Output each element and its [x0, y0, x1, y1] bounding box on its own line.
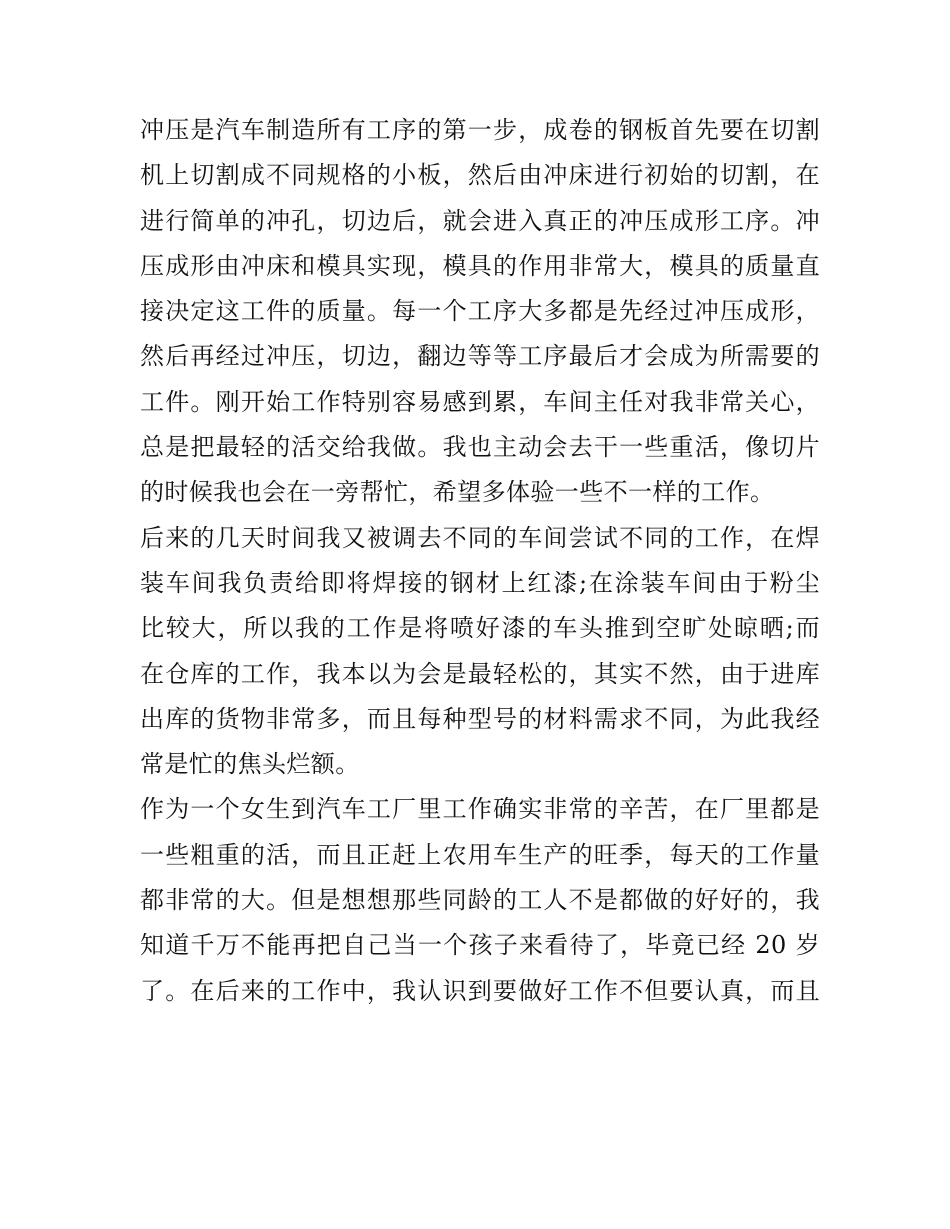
text-line: 然后再经过冲压，切边，翻边等等工序最后才会成为所需要的	[140, 342, 820, 371]
text-line: 总是把最轻的活交给我做。我也主动会去干一些重活，像切片	[140, 433, 820, 462]
text-line: 在仓库的工作，我本以为会是最轻松的，其实不然，由于进库	[140, 659, 820, 688]
text-line: 工件。刚开始工作特别容易感到累，车间主任对我非常关心，	[140, 387, 820, 416]
text-line: 知道千万不能再把自己当一个孩子来看待了，毕竟已经 20 岁	[140, 931, 820, 960]
text-line: 冲压是汽车制造所有工序的第一步，成卷的钢板首先要在切割	[140, 116, 820, 144]
text-line: 机上切割成不同规格的小板，然后由冲床进行初始的切割，在	[140, 161, 820, 190]
text-line: 都非常的大。但是想想那些同龄的工人不是都做的好好的，我	[140, 886, 820, 915]
text-line: 常是忙的焦头烂额。	[140, 750, 360, 779]
text-line: 进行简单的冲孔，切边后，就会进入真正的冲压成形工序。冲	[140, 206, 820, 235]
text-line: 后来的几天时间我又被调去不同的车间尝试不同的工作，在焊	[140, 523, 820, 552]
text-line: 作为一个女生到汽车工厂里工作确实非常的辛苦，在厂里都是	[140, 795, 820, 824]
text-line: 压成形由冲床和模具实现，模具的作用非常大，模具的质量直	[140, 251, 820, 280]
text-line: 比较大，所以我的工作是将喷好漆的车头推到空旷处晾晒;而	[140, 614, 820, 643]
text-line: 接决定这工件的质量。每一个工序大多都是先经过冲压成形，	[140, 297, 820, 326]
text-line: 装车间我负责给即将焊接的钢材上红漆;在涂装车间由于粉尘	[140, 568, 820, 597]
text-line: 一些粗重的活，而且正赶上农用车生产的旺季，每天的工作量	[140, 840, 820, 869]
body-text	[140, 108, 820, 1014]
text-line: 的时候我也会在一旁帮忙，希望多体验一些不一样的工作。	[140, 478, 775, 507]
text-line: 了。在后来的工作中，我认识到要做好工作不但要认真，而且	[140, 976, 820, 1005]
text-line: 出库的货物非常多，而且每种型号的材料需求不同，为此我经	[140, 704, 820, 733]
